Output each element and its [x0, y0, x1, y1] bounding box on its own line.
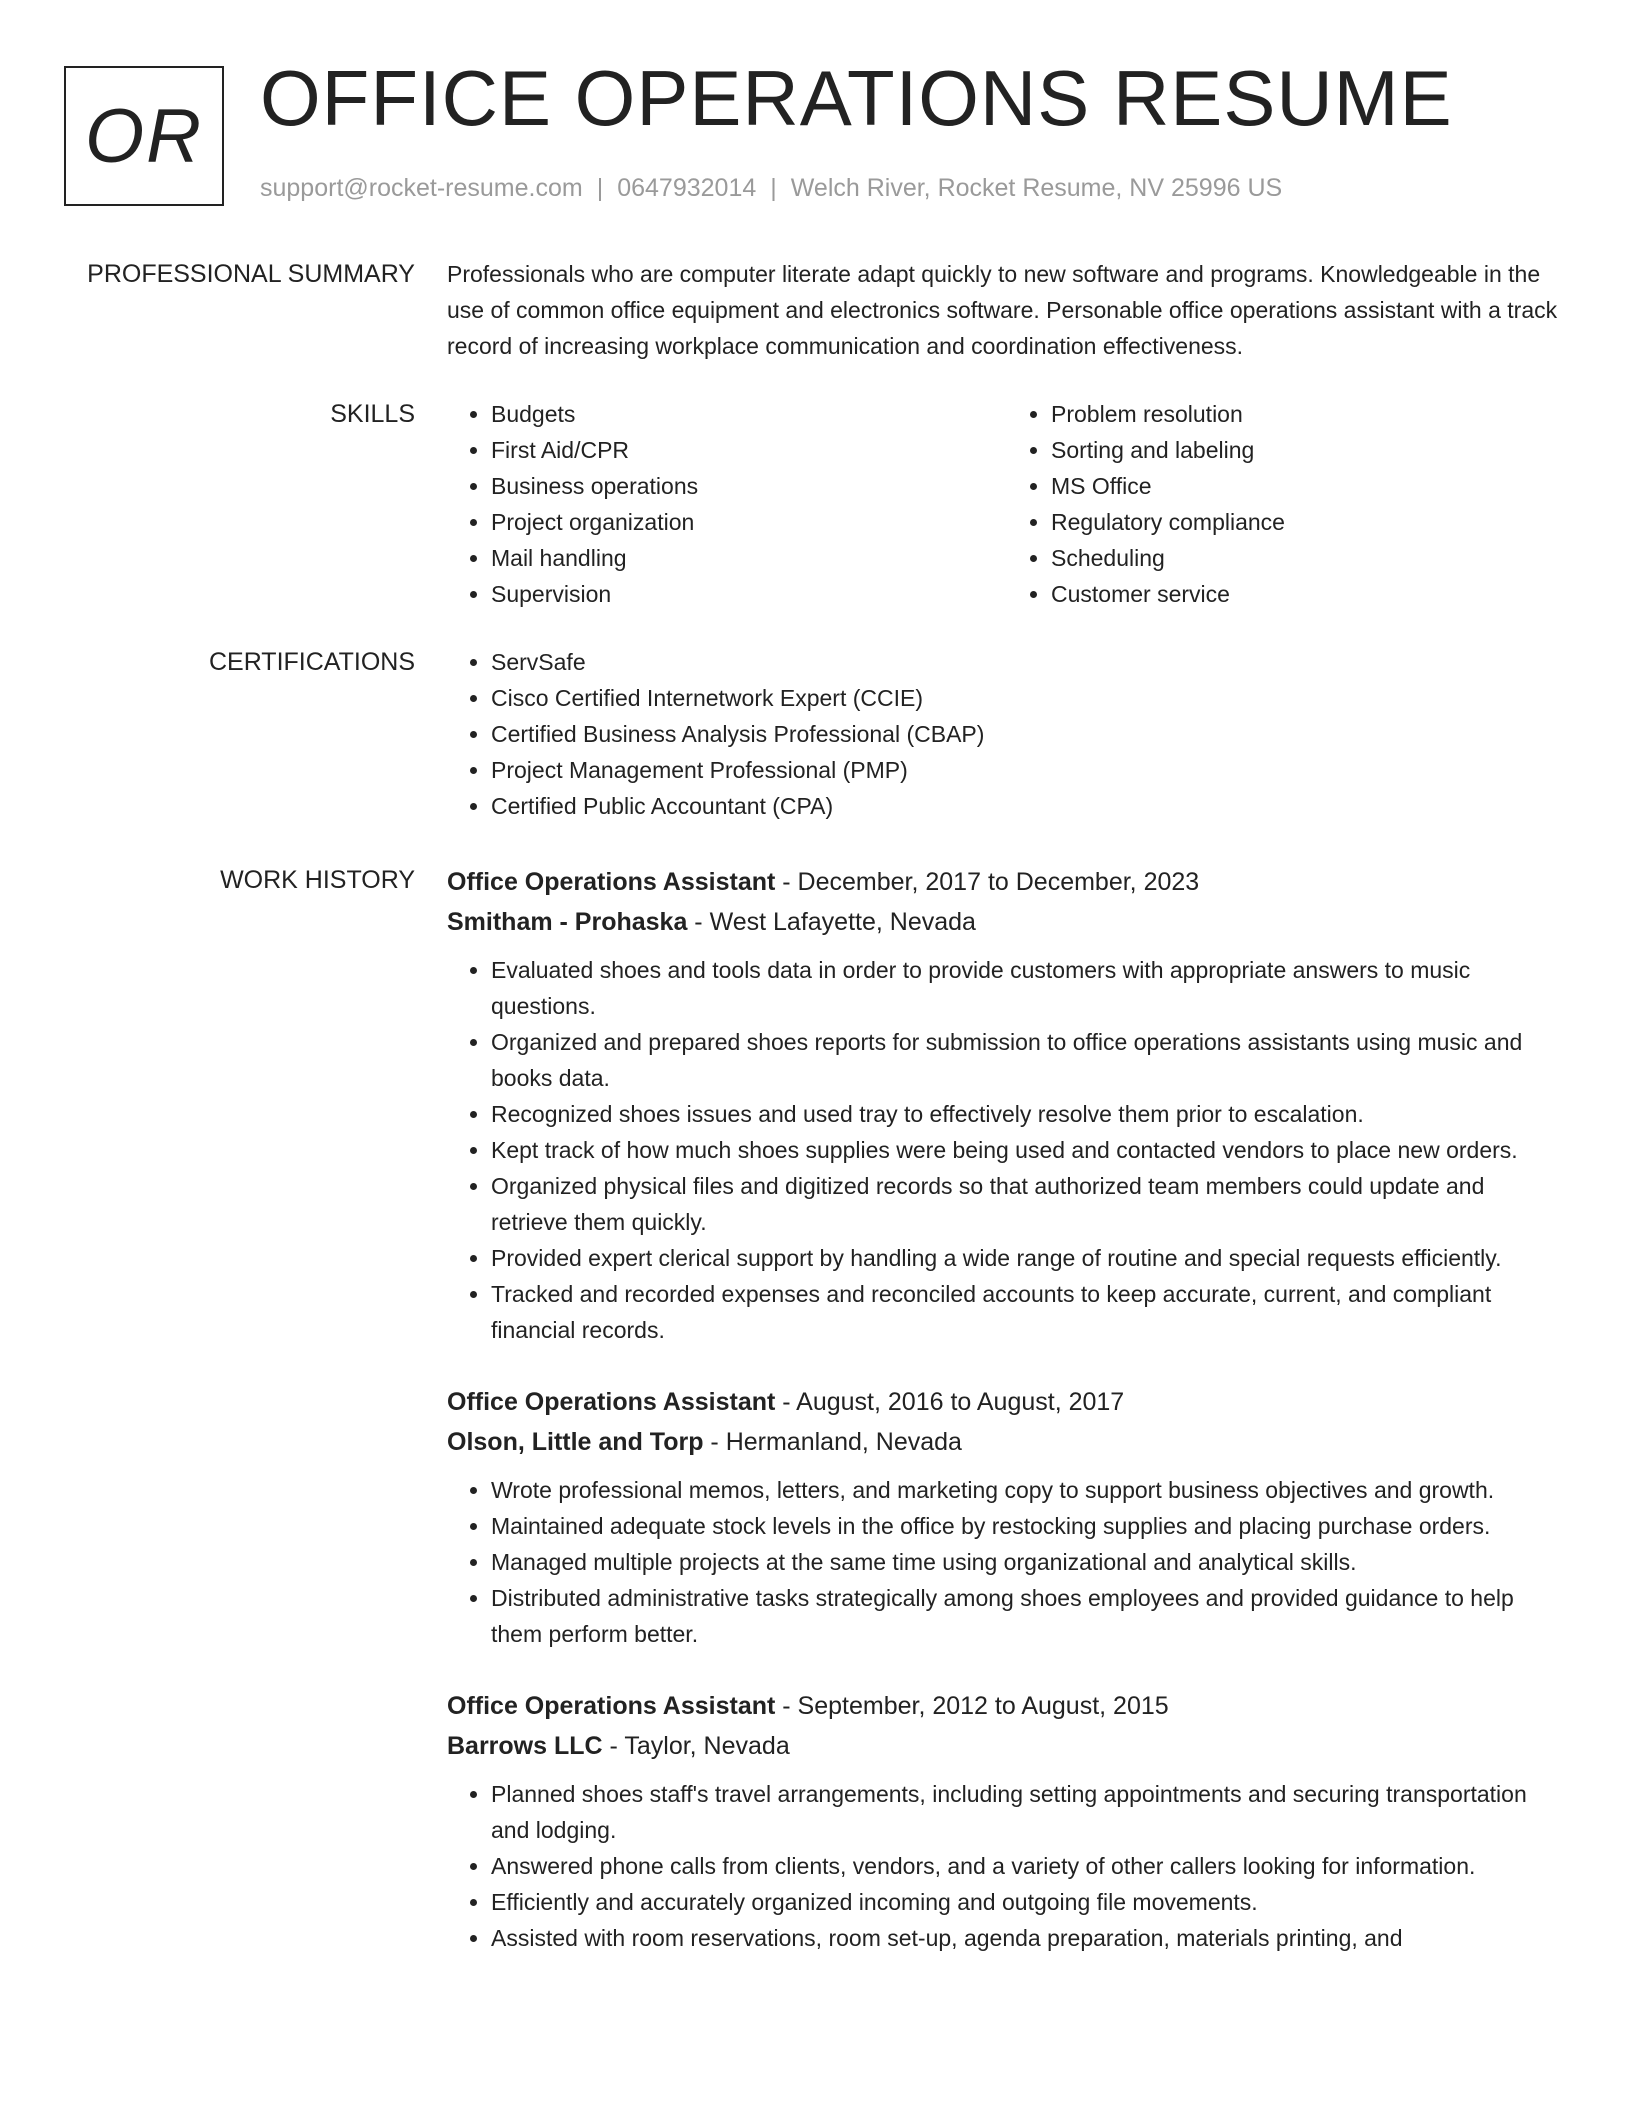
list-item: • First Aid/CPR [491, 432, 1007, 468]
job-bullets [447, 1776, 1567, 1956]
monogram-logo: OR [64, 66, 224, 206]
list-item: • Wrote professional memos, letters, and marketing copy to support business objectives and growth. [491, 1472, 1567, 1508]
list-item: • Budgets [491, 396, 1007, 432]
list-item: • Provided expert clerical support by handling a wide range of routine and special requests efficiently. [491, 1240, 1567, 1276]
list-item: • Distributed administrative tasks strategically among shoes employees and provided guidance to help them perform better. [491, 1580, 1567, 1652]
list-item: • Organized and prepared shoes reports for submission to office operations assistants using music and books data. [491, 1024, 1567, 1096]
job-entry [447, 1382, 1567, 1652]
job-company: Barrows LLC [447, 1732, 603, 1760]
list-item: • Managed multiple projects at the same time using organizational and analytical skills. [491, 1544, 1567, 1580]
list-item: • Problem resolution [1051, 396, 1567, 432]
list-item: • Supervision [491, 576, 1007, 612]
job-location: - Hermanland, Nevada [703, 1428, 962, 1456]
list-item: • Sorting and labeling [1051, 432, 1567, 468]
job-title-line [447, 1382, 1567, 1422]
job-entry [447, 1686, 1567, 1956]
list-item: • Cisco Certified Internetwork Expert (CCIE) [491, 680, 1567, 716]
job-company: Olson, Little and Torp [447, 1428, 704, 1456]
job-title-line [447, 1686, 1567, 1726]
job-dates: - September, 2012 to August, 2015 [775, 1692, 1169, 1720]
list-item: • Kept track of how much shoes supplies were being used and contacted vendors to place new orders. [491, 1132, 1567, 1168]
job-company-line [447, 1422, 1567, 1462]
list-item: • MS Office [1051, 468, 1567, 504]
list-item: • Recognized shoes issues and used tray to effectively resolve them prior to escalation. [491, 1096, 1567, 1132]
list-item: • Efficiently and accurately organized incoming and outgoing file movements. [491, 1884, 1567, 1920]
list-item: • Scheduling [1051, 540, 1567, 576]
page-title: OFFICE OPERATIONS RESUME [260, 54, 1453, 142]
skills-list-right [1007, 396, 1567, 612]
job-bullets [447, 1472, 1567, 1652]
job-company: Smitham - Prohaska [447, 908, 688, 936]
job-title: Office Operations Assistant [447, 868, 776, 896]
summary-text: Professionals who are computer literate adapt quickly to new software and programs. Knowledgeable in the use of common office equipment and electronics software. Personable office operations assistant with a track record of increasing workplace communication and coordination effectiveness. [447, 261, 1558, 359]
job-title: Office Operations Assistant [447, 1388, 776, 1416]
list-item: • Maintained adequate stock levels in the office by restocking supplies and placing purchase orders. [491, 1508, 1567, 1544]
skills-grid [447, 396, 1567, 612]
contact-separator: | [596, 174, 604, 202]
contact-separator: | [770, 174, 777, 202]
list-item: • Project Management Professional (PMP) [491, 752, 1567, 788]
list-item: • Certified Public Accountant (CPA) [491, 788, 1567, 824]
list-item: • Planned shoes staff's travel arrangements, including setting appointments and securing transportation and lodging. [491, 1776, 1567, 1848]
list-item: • Customer service [1051, 576, 1567, 612]
list-item: • ServSafe [491, 644, 1567, 680]
job-title: Office Operations Assistant [447, 1692, 776, 1720]
job-dates: - August, 2016 to August, 2017 [775, 1388, 1125, 1416]
contact-email[interactable]: support@rocket-resume.com [260, 174, 583, 202]
job-entry [447, 862, 1567, 1348]
list-item: • Assisted with room reservations, room set-up, agenda preparation, materials printing, and [491, 1920, 1567, 1956]
job-title-line [447, 862, 1567, 902]
job-location: - West Lafayette, Nevada [687, 908, 976, 936]
job-company-line [447, 902, 1567, 942]
job-bullets [447, 952, 1567, 1348]
list-item: • Certified Business Analysis Professional (CBAP) [491, 716, 1567, 752]
list-item: • Mail handling [491, 540, 1007, 576]
list-item: • Tracked and recorded expenses and reconciled accounts to keep accurate, current, and compliant financial records. [491, 1276, 1567, 1348]
section-label-summary: PROFESSIONAL SUMMARY [87, 260, 415, 288]
skills-list-left [447, 396, 1007, 612]
contact-line [260, 174, 1282, 203]
list-item: • Answered phone calls from clients, vendors, and a variety of other callers looking for information. [491, 1848, 1567, 1884]
job-company-line [447, 1726, 1567, 1766]
section-label-work-history: WORK HISTORY [220, 866, 415, 894]
contact-address: Welch River, Rocket Resume, NV 25996 US [790, 174, 1283, 202]
list-item: • Organized physical files and digitized records so that authorized team members could update and retrieve them quickly. [491, 1168, 1567, 1240]
list-item: • Regulatory compliance [1051, 504, 1567, 540]
section-label-certifications: CERTIFICATIONS [208, 648, 415, 676]
certifications-list [447, 644, 1567, 824]
contact-phone[interactable]: 0647932014 [617, 174, 757, 202]
section-label-skills: SKILLS [330, 400, 415, 428]
list-item: • Business operations [491, 468, 1007, 504]
list-item: • Project organization [491, 504, 1007, 540]
job-location: - Taylor, Nevada [602, 1732, 790, 1760]
job-dates: - December, 2017 to December, 2023 [775, 868, 1200, 896]
list-item: • Evaluated shoes and tools data in order to provide customers with appropriate answers to music questions. [491, 952, 1567, 1024]
